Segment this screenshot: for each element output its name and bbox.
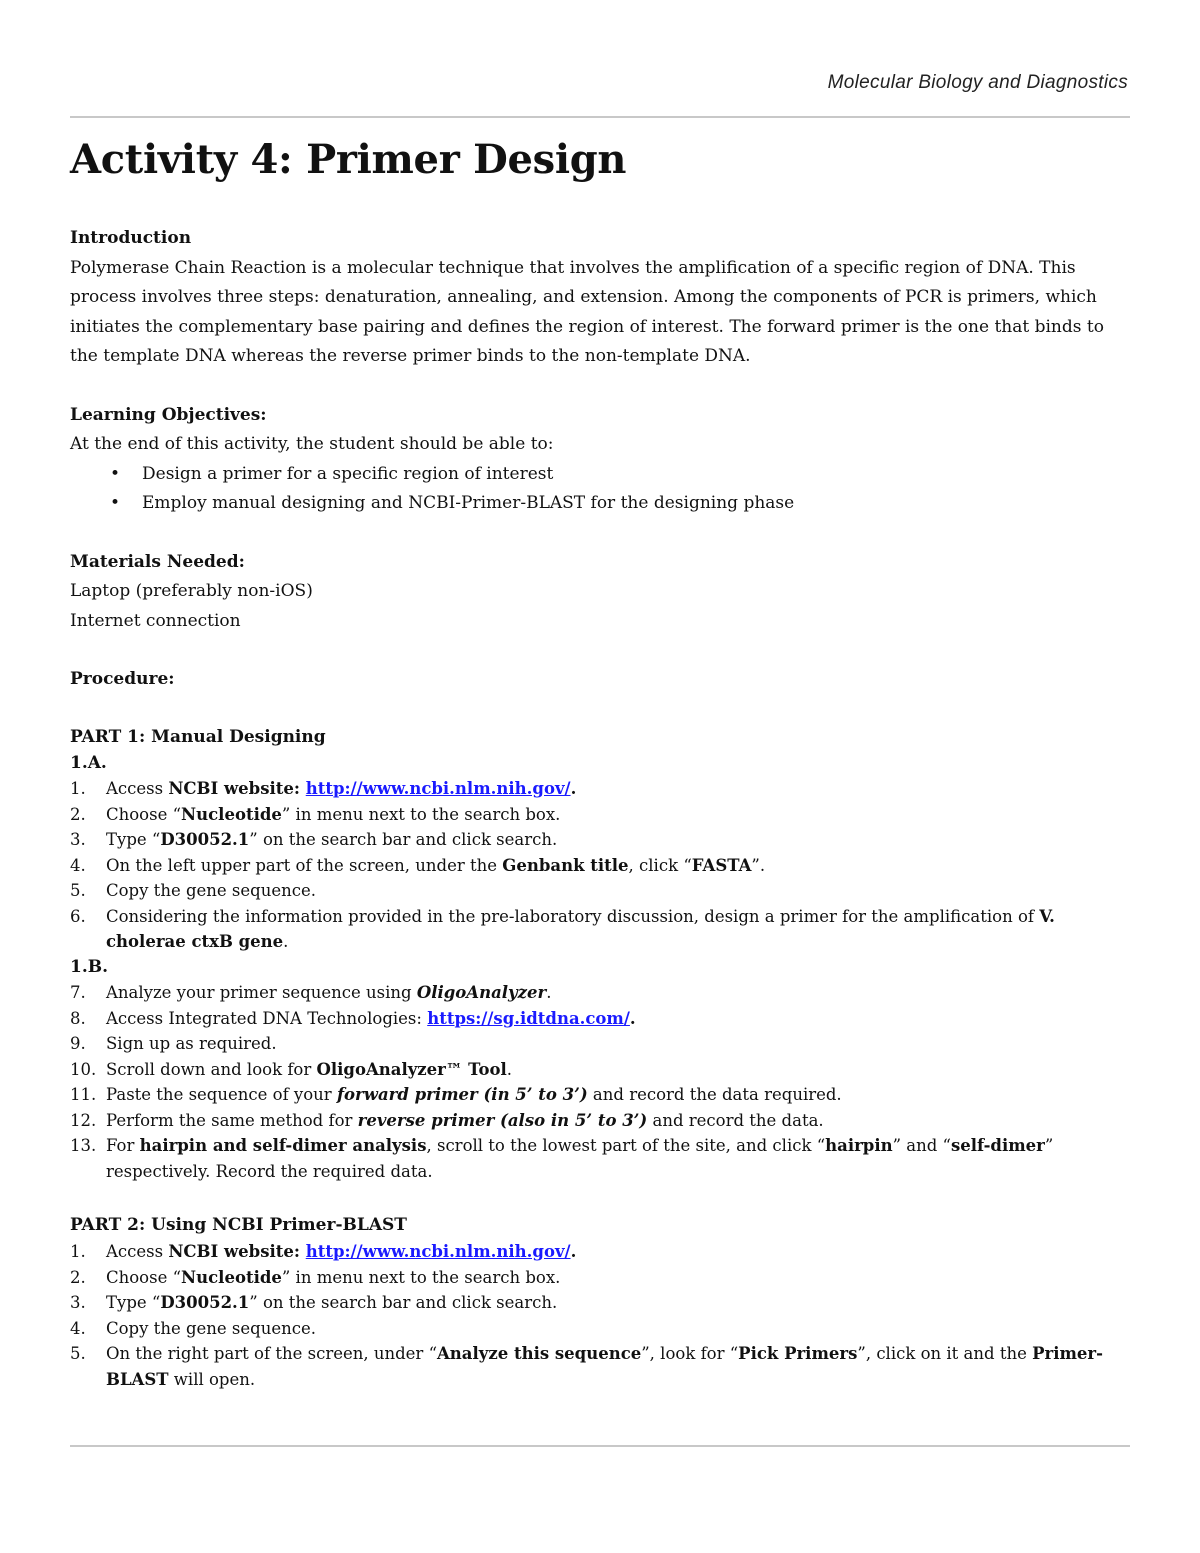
part1-sub-a: 1.A. [70,752,107,773]
header-divider [70,116,1130,118]
part2-steps [70,1239,1132,1392]
list-item: 9. Sign up as required. [70,1034,277,1053]
procedure-heading: Procedure: [70,669,175,689]
list-item: 12. Perform the same method for reverse primer (also in 5’ to 3’) and record the data. [70,1110,824,1130]
materials-item: Laptop (preferably non-iOS) [70,581,313,601]
materials-heading: Materials Needed: [70,551,245,572]
materials-item: Internet connection [70,610,241,631]
list-item: 5. On the right part of the screen, under “Analyze this sequence”, look for “Pick Primers”, click on it and the Primer-BLAST will open. [70,1344,1103,1389]
intro-text: Polymerase Chain Reaction is a molecular technique that involves the amplification of a specific region of DNA. This process involves three steps: denaturation, annealing, and extension. Among the components of PCR is primers, which initiates the complementary base pairing and defines the region of interest. The forward primer is the one that binds to the template DNA whereas the reverse primer binds to the non-template DNA. [70,257,1104,366]
part1b-steps [70,980,1132,1184]
idt-link[interactable]: https://sg.idtdna.com/ [427,1008,630,1028]
list-item: 11. Paste the sequence of your forward primer (in 5’ to 3’) and record the data required. [70,1085,842,1104]
list-item: 2. Choose “Nucleotide” in menu next to the search box. [70,804,561,824]
list-item: 1. Access NCBI website: http://www.ncbi.nlm.nih.gov/. [70,779,577,798]
intro-heading: Introduction [70,228,192,248]
ncbi-link[interactable]: http://www.ncbi.nlm.nih.gov/ [305,1242,571,1261]
part1a-steps [70,776,1132,955]
list-item: 13. For hairpin and self-dimer analysis, scroll to the lowest part of the site, and click “hairpin” and “self-dimer” respectively. Record the required data. [70,1136,1054,1181]
footer-divider [70,1445,1130,1447]
ncbi-link[interactable]: http://www.ncbi.nlm.nih.gov/ [305,779,571,798]
list-item: 4. On the left upper part of the screen, under the Genbank title, click “FASTA”. [70,855,766,875]
list-item: 6. Considering the information provided in the pre-laboratory discussion, design a primer for the amplification of V. cholerae ctxB gene. [70,906,1055,951]
list-item: • Design a primer for a specific region of interest [70,460,1132,490]
list-item: 10. Scroll down and look for OligoAnalyzer™ Tool. [70,1059,513,1079]
list-item: 8. Access Integrated DNA Technologies: https://sg.idtdna.com/. [70,1008,636,1028]
part1-sub-b: 1.B. [70,956,109,977]
objectives-list [70,460,1132,519]
document-body [70,132,1132,1392]
part1-title: PART 1: Manual Designing [70,726,326,747]
running-header: Molecular Biology and Diagnostics [827,72,1128,93]
objectives-lead: At the end of this activity, the student should be able to: [70,434,554,454]
bullet-icon: • [110,493,121,513]
page-title: Activity 4: Primer Design [70,136,627,183]
list-item: 2. Choose “Nucleotide” in menu next to the search box. [70,1267,561,1287]
list-item: 4. Copy the gene sequence. [70,1318,316,1338]
list-item: • Employ manual designing and NCBI-Primer-BLAST for the designing phase [70,489,1132,519]
list-item: 3. Type “D30052.1” on the search bar and click search. [70,830,558,849]
objectives-heading: Learning Objectives: [70,404,267,425]
list-item: 1. Access NCBI website: http://www.ncbi.nlm.nih.gov/. [70,1242,577,1261]
list-item: 3. Type “D30052.1” on the search bar and click search. [70,1293,558,1312]
part2-title: PART 2: Using NCBI Primer-BLAST [70,1215,407,1235]
list-item: 5. Copy the gene sequence. [70,881,316,900]
bullet-icon: • [110,463,121,484]
list-item: 7. Analyze your primer sequence using OligoAnalyzer. [70,983,552,1002]
